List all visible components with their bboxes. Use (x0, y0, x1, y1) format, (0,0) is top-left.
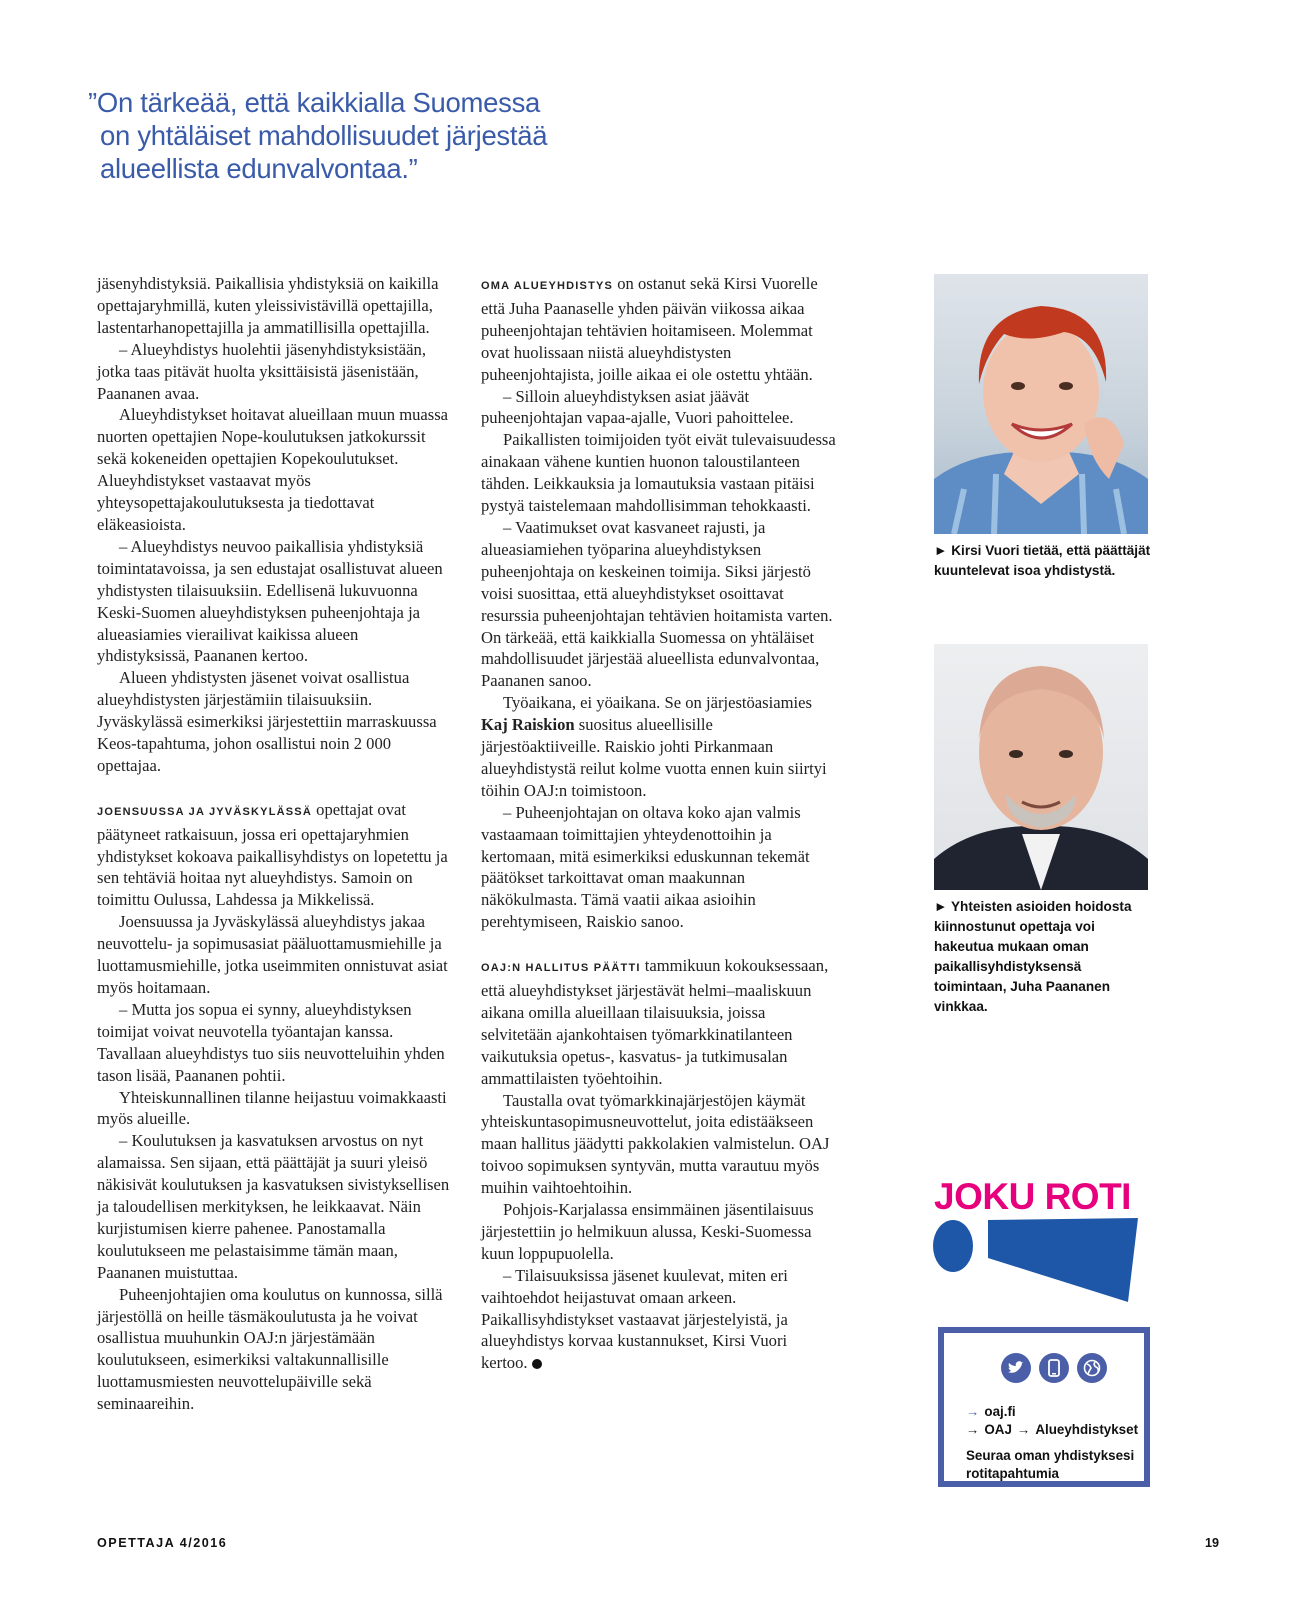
link-item[interactable] (966, 1403, 1138, 1421)
paragraph: Joensuussa ja Jyväskylässä alueyhdistys jakaa neuvottelu- ja sopimusasiat pääluottamusmiehille ja luottamusmiehille, jotka useimmiten onnistuvat asiat myös hoitamaan. (97, 912, 448, 997)
links-box (938, 1327, 1150, 1487)
paragraph (97, 799, 453, 912)
paragraph-text: tammikuun kokouksessaan, että alueyhdistykset järjestävät helmi–maaliskuun aikana omilla alueillaan tilaisuuksia, joissa selvitetään ajankohtaisen työmarkkinatilanteen vaikutuksia opetus-, kasvatus- ja tutkimusalan ammattilaisten työehtoihin. (481, 956, 829, 1088)
link-item[interactable] (966, 1421, 1138, 1439)
paragraph: Yhteiskunnallinen tilanne heijastuu voimakkaasti myös alueille. (97, 1087, 447, 1129)
portrait-photo-kirsi-vuori (934, 274, 1148, 534)
arrow-right-icon: → (1016, 1422, 1031, 1437)
paragraph: jäsenyhdistyksiä. Paikallisia yhdistyksiä on kaikilla opettajaryhmillä, kuten yleissivistävillä opettajilla, lastentarhanopettajilla ja ammatillisilla opettajilla. (97, 274, 439, 337)
paragraph: Puheenjohtajien oma koulutus on kunnossa, sillä järjestöllä on heille täsmäkoulutusta ja he voivat osallistua muuhunkin OAJ:n järjestämään koulutukseen, esimerkiksi valtakunnallisille luottamusmiesten neuvottelupäiville sekä seminaareihin. (97, 1284, 443, 1414)
portrait-photo-juha-paananen (934, 644, 1148, 890)
paragraph: Pohjois-Karjalassa ensimmäinen jäsentilaisuus järjestettiin jo helmikuun alussa, Keski-Suomessa kuun loppupuolella. (481, 1200, 814, 1263)
photo-caption: ► Yhteisten asioiden hoidosta kiinnostunut opettaja voi hakeutua mukaan oman paikallisyhdistyksensä toimintaan, Juha Paananen vinkkaa. (934, 899, 1132, 1014)
pull-quote-line: on yhtäläiset mahdollisuudet järjestää (100, 120, 548, 151)
paragraph (481, 273, 836, 386)
joku-roti-logo-icon (933, 1218, 1143, 1308)
paragraph: – Vaatimukset ovat kasvaneet rajusti, ja alueasiamiehen työparina alueyhdistyksen puheenjohtaja on keskeinen toimija. Siksi järjestö voisi suosittaa, että alueyhdistykset osoittavat resurssia puheenjohtajan tehtävien hoitamista varten. On tärkeää, että kaikkialla Suomessa on yhtäläiset mahdollisuudet järjestää alueellista edunvalvontaa, Paananen sanoo. (481, 517, 833, 691)
paragraph (481, 692, 836, 802)
follow-text: Seuraa oman yhdistyksesi rotitapahtumia (966, 1448, 1135, 1481)
link-alueyhdistykset[interactable]: Alueyhdistykset (1035, 1422, 1139, 1437)
paragraph-text: Työaikana, ei yöaikana. Se on järjestöasiamies (503, 693, 812, 713)
web-icon[interactable] (1077, 1353, 1107, 1383)
paragraph-text: – Tilaisuuksissa jäsenet kuulevat, miten eri vaihtoehdot heijastuvat omaan arkeen. Paikallisyhdistykset vastaavat järjestelyistä, ja alueyhdistys korvaa kustannukset, Kirsi Vuori kertoo. (481, 1265, 788, 1373)
paragraph: – Alueyhdistys neuvoo paikallisia yhdistyksiä toimintatavoissa, ja sen edustajat osallistuvat alueen yhdistysten tilaisuuksiin. Edellisenä lukuvuonna Keski-Suomen alueyhdistyksen puheenjohtaja ja alueasiamies vierailivat kaikissa alueen yhdistyksissä, Paananen kertoo. (97, 536, 443, 666)
person-name: Kaj Raiskion (481, 715, 575, 735)
mobile-icon[interactable] (1039, 1353, 1069, 1383)
paragraph: Paikallisten toimijoiden työt eivät tulevaisuudessa ainakaan vähene kuntien huonon taloustilanteen tähden. Leikkauksia ja lomautuksia vastaan pitäisi pystyä taistelemaan mahdollisimman tehokkaasti. (481, 430, 836, 516)
paragraph: Alueen yhdistysten jäsenet voivat osallistua alueyhdistysten järjestämiin tilaisuuksiin. Jyväskylässä esimerkiksi järjestettiin marraskuussa Keos-tapahtuma, johon osallistui noin 2 000 opettajaa. (97, 668, 437, 775)
section-lead: OMA ALUEYHDISTYS (481, 280, 614, 292)
paragraph (481, 1265, 836, 1375)
end-mark-icon (532, 1359, 542, 1369)
pull-quote (88, 86, 648, 185)
article-column-1 (97, 273, 453, 1415)
link-oaj[interactable]: OAJ (984, 1422, 1012, 1437)
paragraph (481, 955, 836, 1089)
photo-caption: ► Kirsi Vuori tietää, että päättäjät kuuntelevat isoa yhdistystä. (934, 543, 1151, 578)
pull-quote-line: alueellista edunvalvontaa.” (100, 153, 418, 184)
paragraph: – Alueyhdistys huolehtii jäsenyhdistyksistään, jotka taas pitävät huolta yksittäisistä jäsenistään, Paananen avaa. (97, 339, 426, 403)
paragraph: – Puheenjohtajan on oltava koko ajan valmis vastaamaan toimittajien yhteydenottoihin ja kertomaan, mitä esimerkiksi eduskunnan tekemät päätökset tarkoittavat oman maakunnan näkökulmasta. Tämä vaatii aikaa asioihin perehtymiseen, Raiskio sanoo. (481, 802, 810, 932)
paragraph: Taustalla ovat työmarkkinajärjestöjen käymät yhteiskuntasopimusneuvottelut, joita edistääkseen maan hallitus jäädytti pakkolakien valmistelun. OAJ toivoo sopimuksen syntyvän, mutta varautuu myös muihin vaihtoehtoihin. (481, 1090, 830, 1198)
link-oaj-fi[interactable]: oaj.fi (984, 1404, 1016, 1419)
link-list (966, 1403, 1138, 1439)
paragraph-text: suositus alueellisille järjestöaktiiveille. Raiskio johti Pirkanmaan alueyhdistystä reilut kolme vuotta ennen kuin siirtyi töihin OAJ:n toimistoon. (481, 715, 827, 800)
paragraph-text: on ostanut sekä Kirsi Vuorelle että Juha Paanaselle yhden päivän viikossa aikaa puheenjohtajan tehtävien hoitamiseen. Molemmat ovat huolissaan niistä alueyhdistysten puheenjohtajista, joille aikaa ei ole ostettu yhtään. (481, 274, 818, 384)
section-lead: OAJ:N HALLITUS PÄÄTTI (481, 962, 641, 975)
joku-roti-logo-title: JOKU ROTI (934, 1176, 1131, 1217)
section-lead: JOENSUUSSA JA JYVÄSKYLÄSSÄ (97, 805, 312, 818)
issue-label: OPETTAJA 4/2016 (97, 1536, 228, 1550)
arrow-right-icon: → (966, 1422, 980, 1437)
article-column-2 (481, 273, 836, 1374)
paragraph: – Silloin alueyhdistyksen asiat jäävät puheenjohtajan vapaa-ajalle, Vuori pahoittelee. (481, 386, 794, 428)
social-icons (1001, 1353, 1107, 1383)
paragraph: Alueyhdistykset hoitavat alueillaan muun muassa nuorten opettajien Nope-koulutuksen jatkokurssit sekä kokeneiden opettajien Kopekoulutukset. Alueyhdistykset vastaavat myös yhteysopettajakoulutuksesta ja tiedottavat eläkeasioista. (97, 405, 449, 534)
paragraph-text: opettajat ovat päätyneet ratkaisuun, jossa eri opettajaryhmien yhdistykset kokoava paikallisyhdistys on lopetettu ja sen tehtäviä hoitaa nyt alueyhdistys. Samoin on toimittu Oulussa, Lahdessa ja Mikkelissä. (97, 799, 448, 910)
twitter-icon[interactable] (1001, 1353, 1031, 1383)
paragraph: – Koulutuksen ja kasvatuksen arvostus on nyt alamaissa. Sen sijaan, että päättäjät ja suuri yleisö näkisivät koulutuksen ja kasvatuksen sivistyksellisen ja taloudellisen merkityksen, he leikkaavat. Näin kurjistumisen kierre pahenee. Panostamalla koulutukseen me pelastaisimme tämän maan, Paananen muistuttaa. (97, 1131, 450, 1282)
paragraph: – Mutta jos sopua ei synny, alueyhdistyksen toimijat voivat neuvotella työantajan kanssa. Tavallaan alueyhdistys tuo siis neuvotteluihin yhden tason lisää, Paananen pohtii. (97, 999, 445, 1085)
arrow-right-icon: → (966, 1404, 980, 1419)
pull-quote-line: ”On tärkeää, että kaikkialla Suomessa (88, 87, 541, 118)
page-number: 19 (1205, 1536, 1220, 1550)
